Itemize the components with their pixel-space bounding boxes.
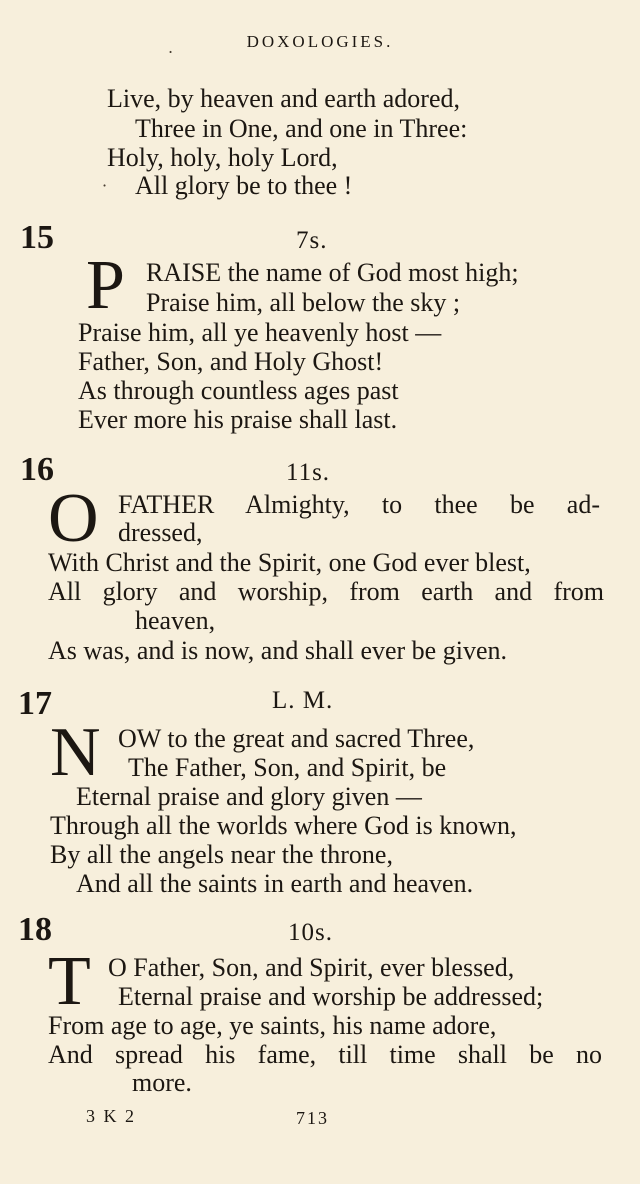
verse-line: FATHER Almighty, to thee be ad- bbox=[118, 490, 600, 519]
verse-line: Praise him, all below the sky ; bbox=[146, 288, 461, 317]
page-number: 713 bbox=[296, 1108, 329, 1128]
verse-line: Praise him, all ye heavenly host — bbox=[78, 318, 442, 347]
verse-line: And all the saints in earth and heaven. bbox=[76, 869, 474, 898]
running-head: DOXOLOGIES. bbox=[246, 32, 394, 51]
verse-line: With Christ and the Spirit, one God ever blest, bbox=[48, 548, 531, 577]
verse-line: As was, and is now, and shall ever be given. bbox=[48, 636, 507, 665]
verse-line: O Father, Son, and Spirit, ever blessed, bbox=[108, 953, 515, 982]
verse-line: And spread his fame, till time shall be no bbox=[48, 1040, 602, 1069]
drop-cap: N bbox=[50, 714, 101, 791]
verse-line: heaven, bbox=[135, 606, 216, 635]
drop-cap: P bbox=[86, 247, 125, 324]
intro-line: Live, by heaven and earth adored, bbox=[107, 84, 461, 113]
verse-line: OW to the great and sacred Three, bbox=[118, 724, 475, 753]
signature-mark: 3 K 2 bbox=[86, 1106, 136, 1126]
drop-cap: T bbox=[48, 943, 91, 1020]
hymn-meter: 7s. bbox=[296, 227, 328, 254]
verse-line: RAISE the name of God most high; bbox=[146, 258, 519, 287]
verse-line: As through countless ages past bbox=[78, 376, 399, 405]
ornament-dot: · bbox=[102, 176, 108, 195]
verse-line: By all the angels near the throne, bbox=[50, 840, 393, 869]
drop-cap: O bbox=[48, 480, 99, 557]
hymn-meter: 10s. bbox=[288, 919, 333, 946]
hymn-meter: 11s. bbox=[286, 459, 331, 486]
verse-line: Eternal praise and worship be addressed; bbox=[118, 982, 544, 1011]
hymn-number: 16 bbox=[20, 451, 54, 488]
hymn-meter: L. M. bbox=[272, 687, 334, 714]
intro-line: Three in One, and one in Three: bbox=[135, 114, 468, 143]
verse-line: Eternal praise and glory given — bbox=[76, 782, 422, 811]
ornament-dot: . bbox=[168, 38, 174, 57]
hymn-number: 18 bbox=[18, 911, 52, 948]
hymn-number: 15 bbox=[20, 219, 54, 256]
verse-line: Father, Son, and Holy Ghost! bbox=[78, 347, 384, 376]
intro-line: Holy, holy, holy Lord, bbox=[107, 143, 338, 172]
verse-line: Through all the worlds where God is known, bbox=[50, 811, 517, 840]
verse-line: From age to age, ye saints, his name adore, bbox=[48, 1011, 497, 1040]
verse-line: The Father, Son, and Spirit, be bbox=[128, 753, 447, 782]
intro-line: All glory be to thee ! bbox=[135, 171, 353, 200]
hymn-number: 17 bbox=[18, 685, 52, 722]
verse-line: All glory and worship, from earth and from bbox=[48, 577, 604, 606]
verse-line: dressed, bbox=[118, 518, 203, 547]
verse-line: Ever more his praise shall last. bbox=[78, 405, 398, 434]
verse-line: more. bbox=[132, 1068, 192, 1097]
